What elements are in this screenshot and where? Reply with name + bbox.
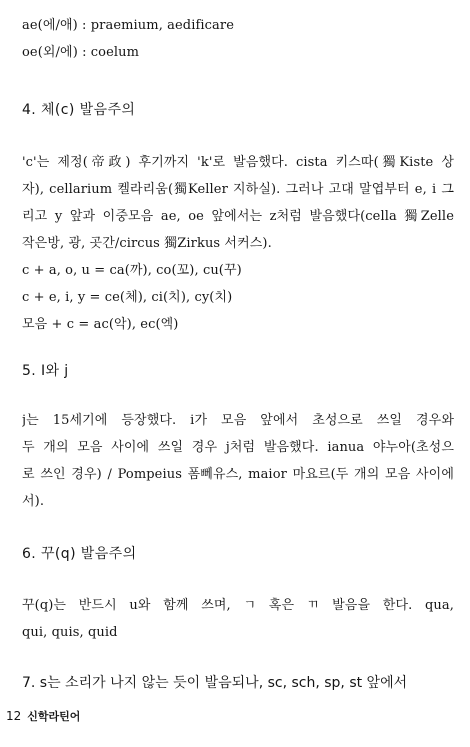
vowel-pairs-block <box>22 12 454 66</box>
paragraph-line: 두 개의 모음 사이에 쓰일 경우 j처럼 발음했다. ianua 야누아(초성으 <box>22 440 454 455</box>
paragraph-line: 서). <box>22 494 45 509</box>
section-5-heading: 5. I와 j <box>22 363 69 379</box>
pronunciation-rule: c + e, i, y = ce(체), ci(치), cy(치) <box>22 290 233 305</box>
section-4-heading: 4. 체(c) 발음주의 <box>22 102 136 118</box>
vowel-pair-oe: oe(외/에) : coelum <box>22 45 140 60</box>
section-5-paragraph <box>22 407 454 515</box>
paragraph-line: 리고 y 앞과 이중모음 ae, oe 앞에서는 z처럼 발음했다(cella 獨Zelle <box>22 209 454 224</box>
vowel-pair-ae: ae(에/애) : praemium, aedificare <box>22 18 234 33</box>
pronunciation-rule: c + a, o, u = ca(까), co(꼬), cu(꾸) <box>22 263 242 278</box>
paragraph-line: qui, quis, quid <box>22 625 118 640</box>
page-number: 12 <box>6 709 22 723</box>
paragraph-line: 꾸(q)는 반드시 u와 함께 쓰며, ㄱ 혹은 ㄲ 발음을 한다. qua, <box>22 598 454 613</box>
paragraph-line: 작은방, 광, 곳간/circus 獨Zirkus 서커스). <box>22 236 272 251</box>
section-7-heading: 7. s는 소리가 나지 않는 듯이 발음되나, sc, sch, sp, st 앞에서 <box>22 675 408 691</box>
section-4-paragraph <box>22 149 454 338</box>
paragraph-line: 자), cellarium 켈라리움(獨Keller 지하실). 그러나 고대 말엽부터 e, i 그 <box>22 182 454 197</box>
page-footer <box>6 708 80 724</box>
paragraph-line: j는 15세기에 등장했다. i가 모음 앞에서 초성으로 쓰일 경우와 <box>22 413 454 428</box>
paragraph-line: 로 쓰인 경우) / Pompeius 폼뻬유스, maior 마요르(두 개의 모음 사이에 <box>22 467 454 482</box>
paragraph-line: 'c'는 제정(帝政) 후기까지 'k'로 발음했다. cista 키스따(獨Kiste 상 <box>22 155 454 170</box>
book-title: 신학라틴어 <box>27 710 81 723</box>
section-6-paragraph <box>22 592 454 646</box>
section-6-heading: 6. 꾸(q) 발음주의 <box>22 546 137 562</box>
pronunciation-rule: 모음 + c = ac(악), ec(엑) <box>22 317 179 332</box>
